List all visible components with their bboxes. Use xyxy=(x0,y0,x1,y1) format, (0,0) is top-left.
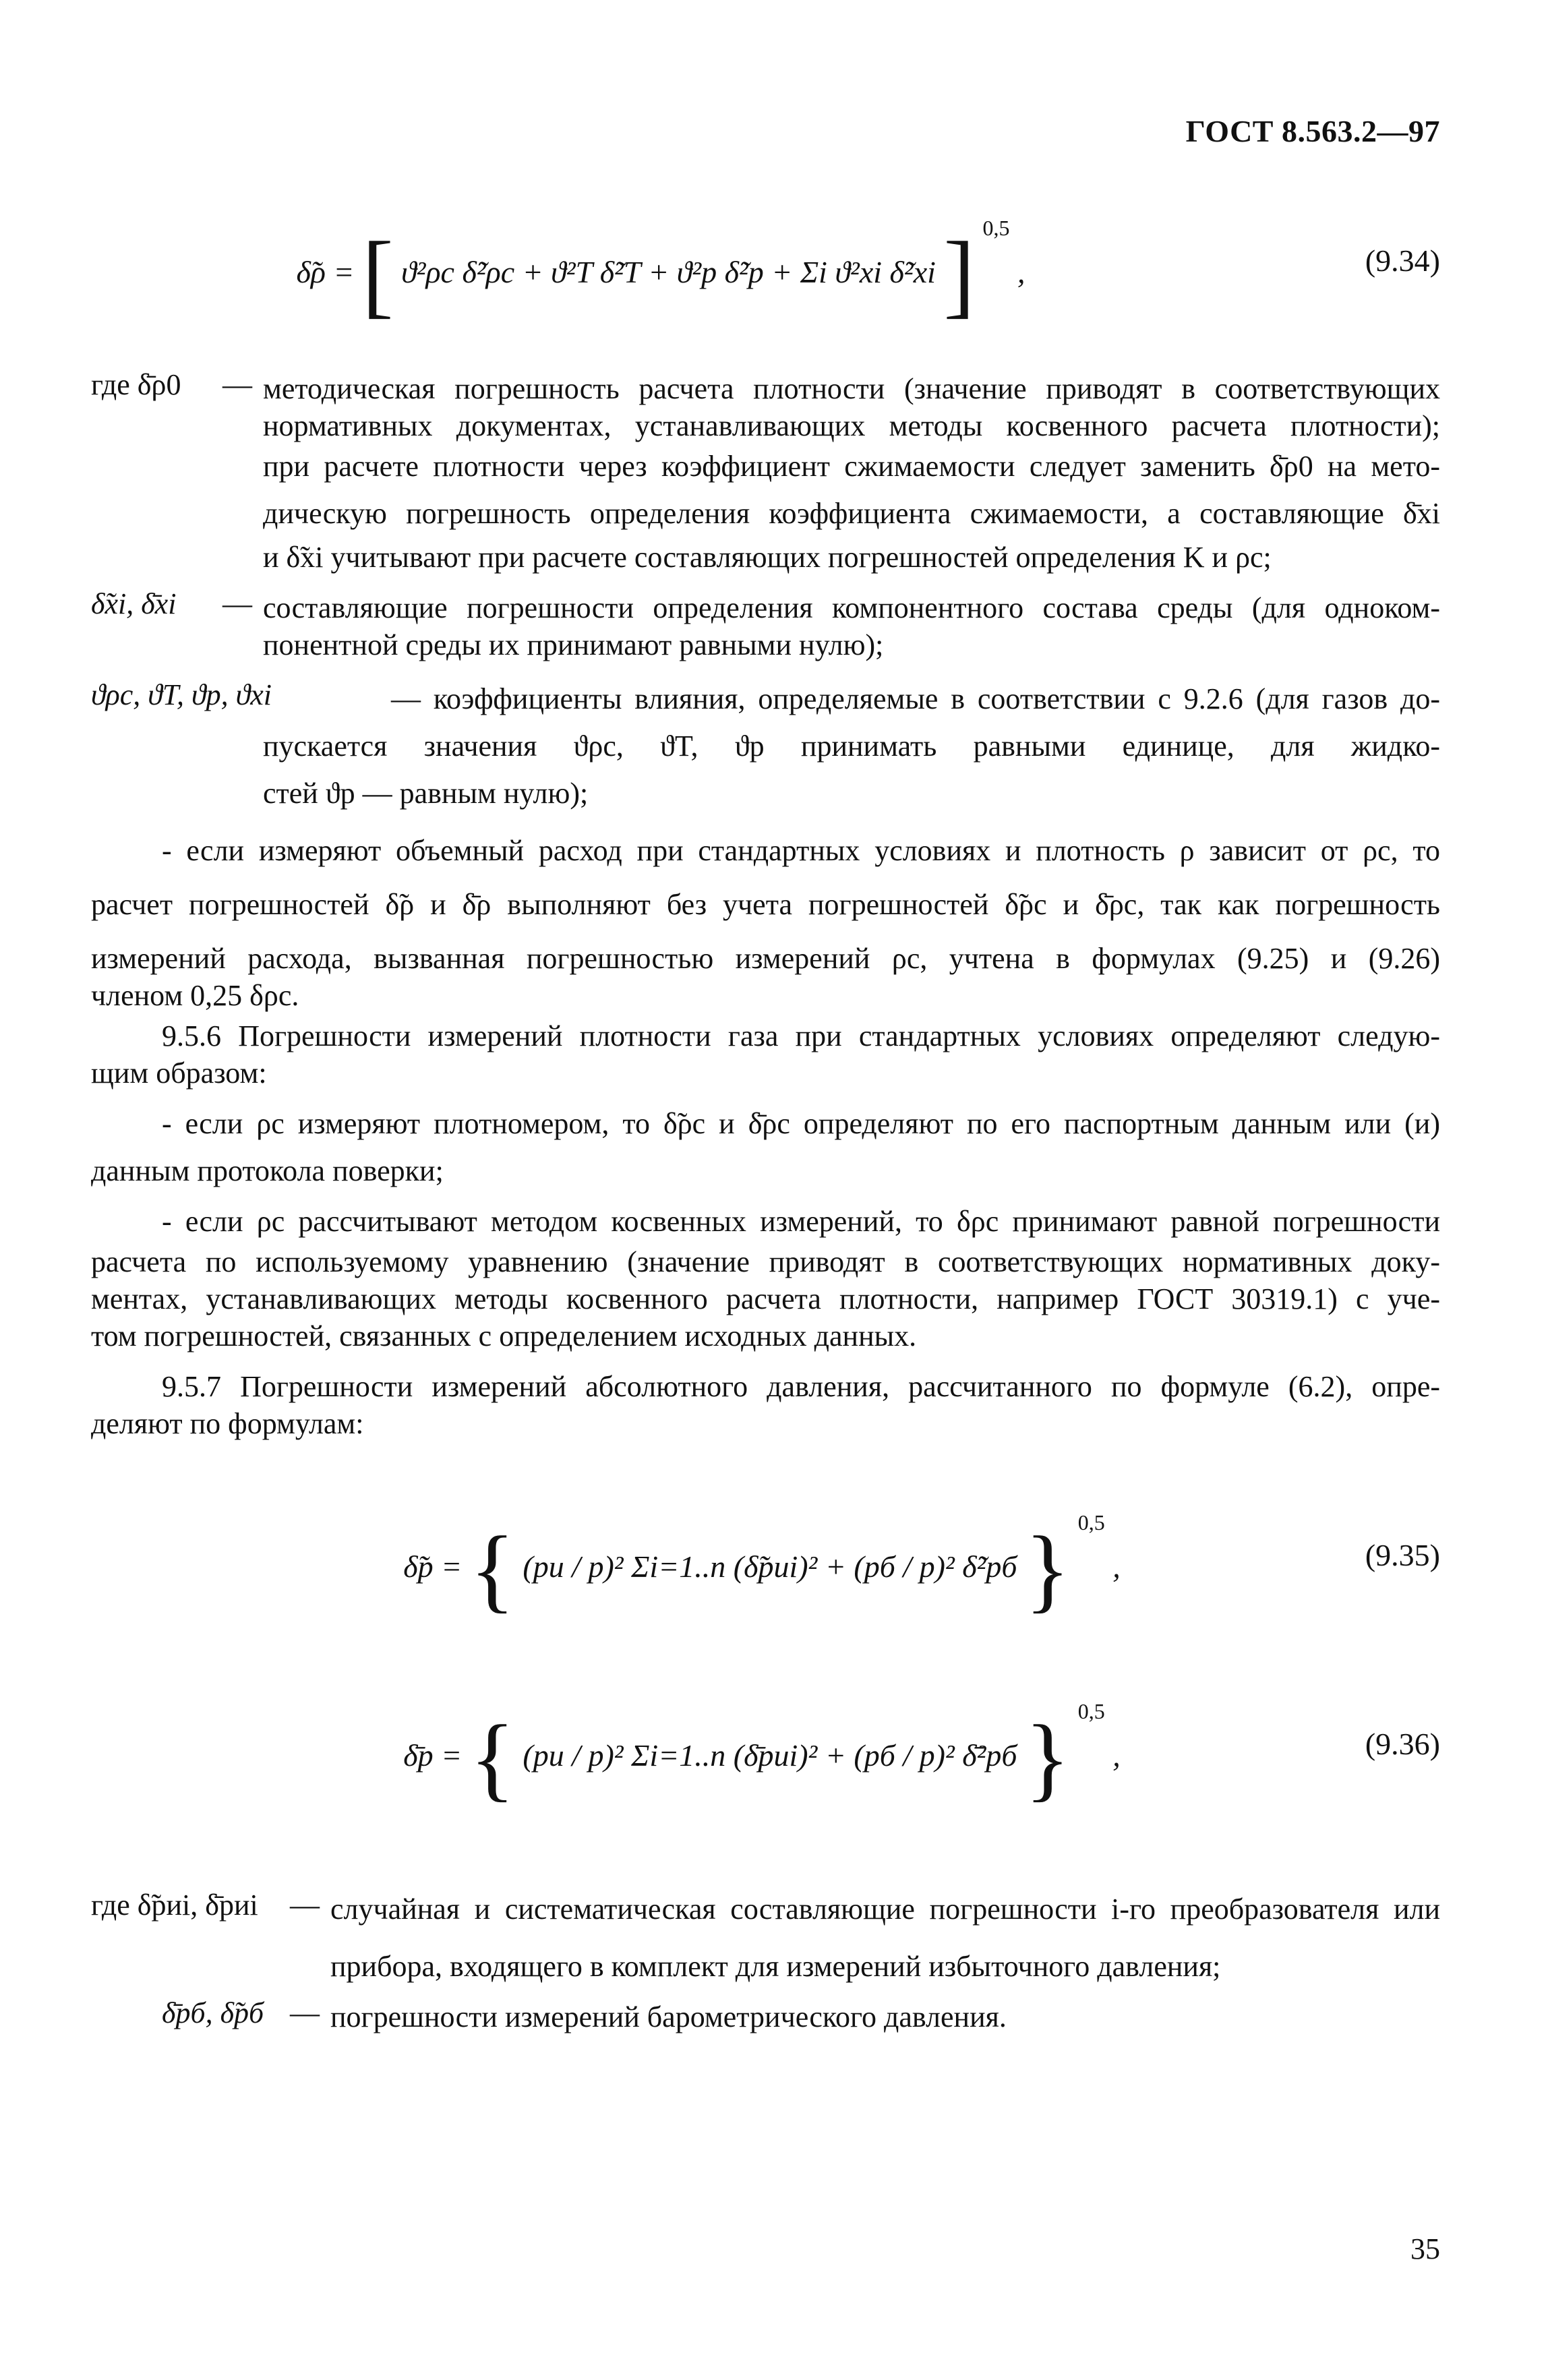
equation-lhs: δ̃p = xyxy=(403,1549,463,1584)
where-line: методическая погрешность расчета плотности (значение приводят в соответствующих xyxy=(263,372,1440,405)
equation-terms: ϑ²ρс δ̃²ρс + ϑ²T δ̃²T + ϑ²p δ̃²p + Σi ϑ²xi δ̃²xi xyxy=(401,255,936,289)
equation-lhs: δ̃ρ = xyxy=(296,255,355,289)
where-line: прибора, входящего в комплект для измерений избыточного давления; xyxy=(330,1950,1221,1983)
where-label: δ̃xi, δ̄xi xyxy=(91,587,177,620)
paragraph-line: расчета по используемому уравнению (значение приводят в соответствующих нормативных доку- xyxy=(91,1245,1440,1278)
where-line: пускается значения ϑρс, ϑT, ϑp принимать равными единице, для жидко- xyxy=(263,730,1440,763)
equation-exponent: 0,5 xyxy=(1077,1699,1105,1723)
paragraph-line: членом 0,25 δρс. xyxy=(91,979,299,1012)
where-line: случайная и систематическая составляющие погрешности i-го преобразователя или xyxy=(330,1893,1440,1926)
equation-9-36 xyxy=(0,1686,1548,1811)
paragraph-line: - если ρс рассчитывают методом косвенных измерений, то δρс принимают равной погрешности xyxy=(162,1205,1440,1238)
equation-tail: , xyxy=(1017,255,1025,289)
where-label: где δ̃pиi, δ̄pиi xyxy=(91,1888,258,1922)
equation-number: (9.36) xyxy=(1365,1727,1440,1761)
equation-number: (9.34) xyxy=(1365,243,1440,278)
where-line: и δ̃xi учитывают при расчете составляющих погрешностей определения K и ρс; xyxy=(263,541,1272,574)
paragraph-line: данным протокола поверки; xyxy=(91,1154,444,1187)
paragraph-line: расчет погрешностей δ̃ρ и δ̄ρ выполняют без учета погрешностей δ̃ρс и δ̄ρс, так как погрешность xyxy=(91,888,1440,921)
paragraph-line: ментах, устанавливающих методы косвенного расчета плотности, например ГОСТ 30319.1) с уче- xyxy=(91,1282,1440,1315)
where-label: ϑρс, ϑT, ϑp, ϑxi xyxy=(91,678,272,711)
equation-9-35-body xyxy=(101,1510,1423,1622)
equation-tail: , xyxy=(1112,1738,1121,1773)
equation-number: (9.35) xyxy=(1365,1538,1440,1572)
where-label: δ̄pб, δ̃pб xyxy=(162,1996,264,2029)
equation-exponent: 0,5 xyxy=(982,216,1010,240)
where-line: — коэффициенты влияния, определяемые в соответствии с 9.2.6 (для газов до- xyxy=(391,682,1440,715)
where-line: нормативных документах, устанавливающих методы косвенного расчета плотности); xyxy=(263,409,1440,442)
paragraph-line: - если ρс измеряют плотномером, то δ̃ρс и δ̄ρс определяют по его паспортным данным или (и) xyxy=(162,1107,1440,1140)
standard-header: ГОСТ 8.563.2—97 xyxy=(1185,114,1440,148)
paragraph-line: измерений расхода, вызванная погрешностью измерений ρс, учтена в формулах (9.25) и (9.26) xyxy=(91,942,1440,975)
section-9-5-6-line: щим образом: xyxy=(91,1057,267,1090)
section-9-5-7-line: деляют по формулам: xyxy=(91,1407,364,1440)
where-label: где δ̄ρ0 xyxy=(91,368,181,401)
where-line: составляющие погрешности определения компонентного состава среды (для одноком- xyxy=(263,591,1440,624)
equation-exponent: 0,5 xyxy=(1077,1510,1105,1535)
paragraph-line: - если измеряют объемный расход при стандартных условиях и плотность ρ зависит от ρс, то xyxy=(162,834,1440,867)
bracket-open: [ xyxy=(361,222,394,328)
bracket-close: ] xyxy=(943,222,976,328)
brace-close: } xyxy=(1025,1517,1071,1622)
equation-9-34 xyxy=(0,202,1548,328)
equation-9-36-body xyxy=(101,1699,1423,1811)
where-line: при расчете плотности через коэффициент сжимаемости следует заменить δ̄ρ0 на мето- xyxy=(263,450,1440,483)
where-line: стей ϑp — равным нулю); xyxy=(263,777,589,810)
dash: — xyxy=(222,587,252,620)
where-line: погрешности измерений барометрического давления. xyxy=(330,2000,1007,2033)
equation-9-35 xyxy=(0,1497,1548,1622)
dash: — xyxy=(290,1996,320,2029)
equation-9-34-body xyxy=(0,216,1321,328)
brace-open: { xyxy=(469,1517,515,1622)
dash: — xyxy=(222,368,252,401)
brace-open: { xyxy=(469,1706,515,1811)
equation-terms: (pи / p)² Σi=1..n (δ̄pиi)² + (pб / p)² δ̄²pб xyxy=(523,1738,1017,1773)
equation-terms: (pи / p)² Σi=1..n (δ̃pиi)² + (pб / p)² δ̃²pб xyxy=(523,1549,1017,1584)
brace-close: } xyxy=(1025,1706,1071,1811)
where-line: понентной среды их принимают равными нулю); xyxy=(263,628,884,661)
section-9-5-7-line: 9.5.7 Погрешности измерений абсолютного давления, рассчитанного по формуле (6.2), опре- xyxy=(162,1370,1440,1403)
equation-tail: , xyxy=(1112,1549,1121,1584)
page-number: 35 xyxy=(1410,2232,1440,2265)
equation-lhs: δ̄p = xyxy=(403,1738,463,1773)
dash: — xyxy=(290,1888,320,1922)
paragraph-line: том погрешностей, связанных с определением исходных данных. xyxy=(91,1319,917,1352)
where-line: дическую погрешность определения коэффициента сжимаемости, а составляющие δ̄xi xyxy=(263,497,1440,530)
section-9-5-6-line: 9.5.6 Погрешности измерений плотности газа при стандартных условиях определяют следую- xyxy=(162,1019,1440,1052)
